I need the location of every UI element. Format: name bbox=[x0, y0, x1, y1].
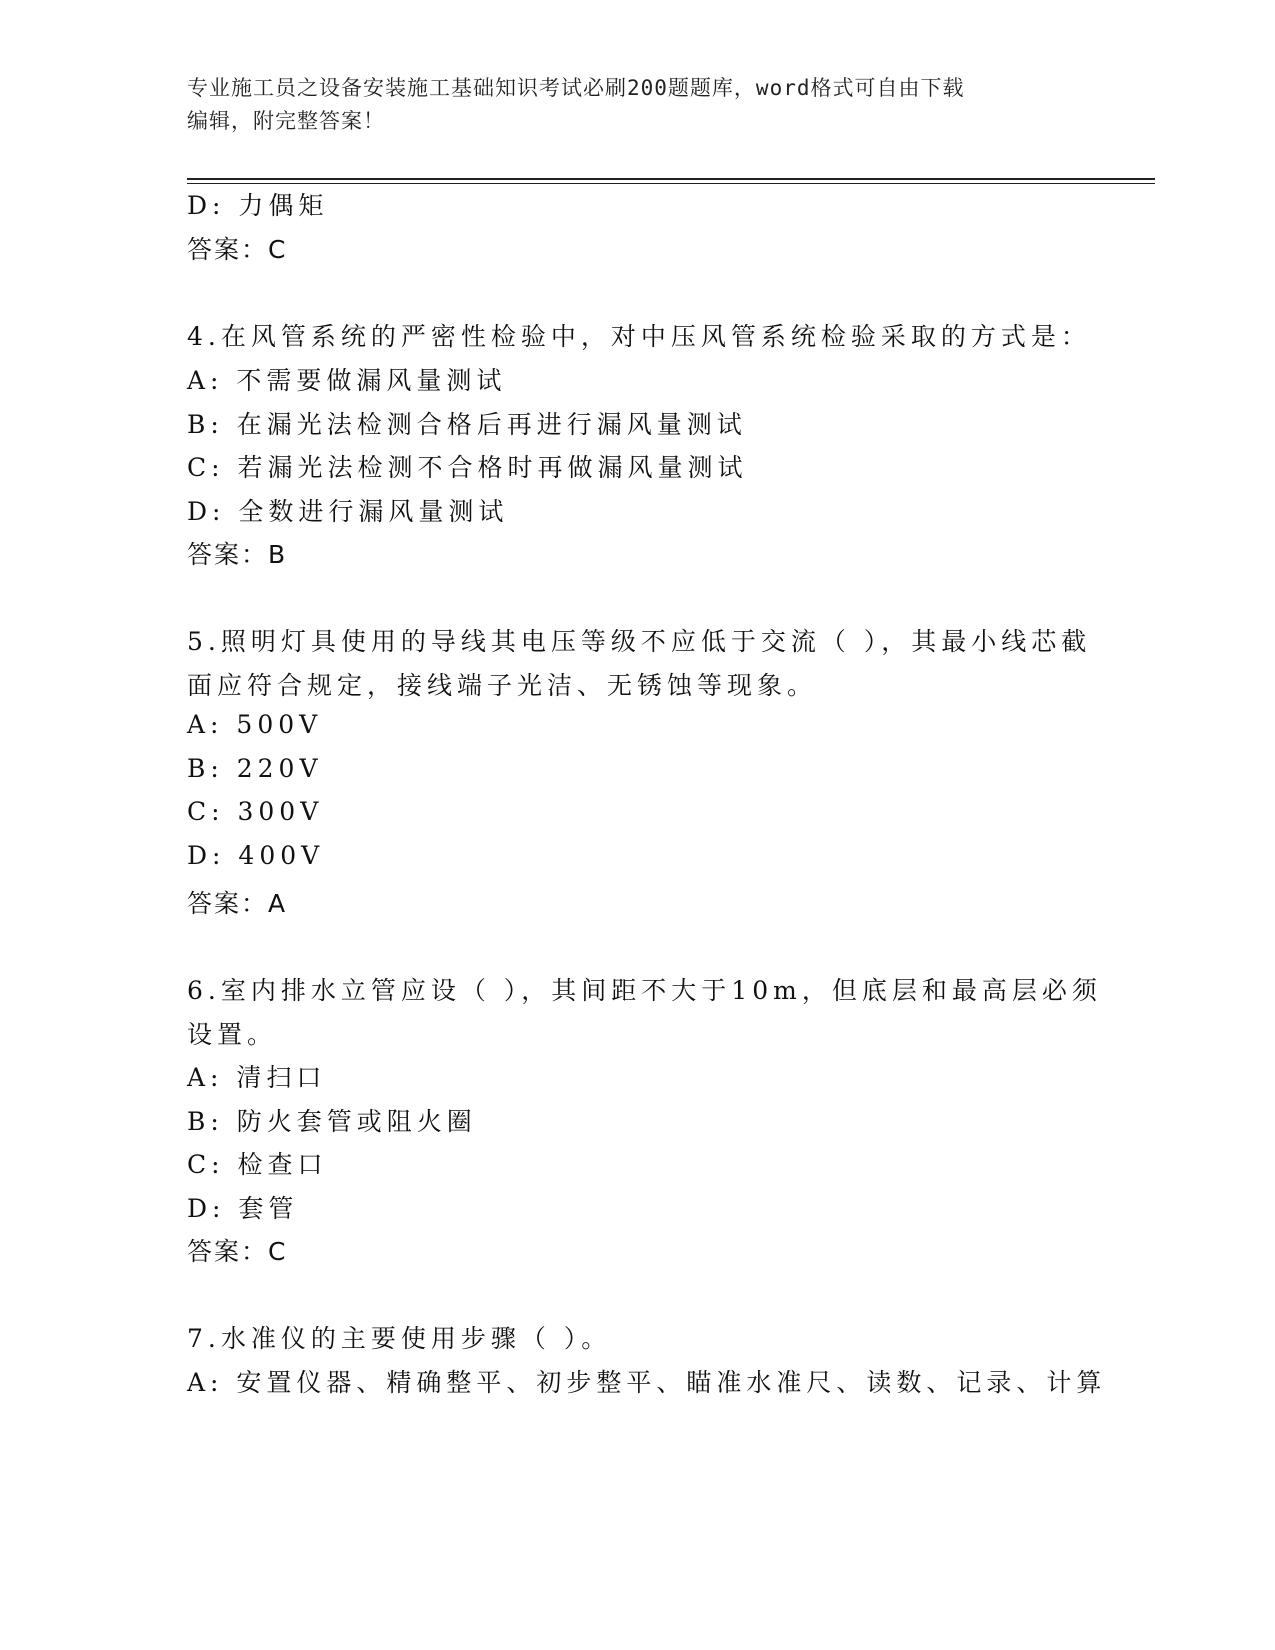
q5-stem-line-1: 5.照明灯具使用的导线其电压等级不应低于交流（ ），其最小线芯截 bbox=[187, 627, 1092, 656]
q7-option-a: A: 安置仪器、精确整平、初步整平、瞄准水准尺、读数、记录、计算 bbox=[187, 1368, 1107, 1397]
q4-answer: 答案：B bbox=[187, 540, 288, 569]
q6-option-d: D: 套管 bbox=[187, 1194, 299, 1223]
q4-stem: 4.在风管系统的严密性检验中，对中压风管系统检验采取的方式是： bbox=[187, 322, 1091, 351]
header-divider-thin bbox=[187, 183, 1155, 184]
q5-option-b: B: 220V bbox=[187, 754, 323, 783]
q4-option-b: B: 在漏光法检测合格后再进行漏风量测试 bbox=[187, 410, 747, 439]
header-line-2: 编辑，附完整答案！ bbox=[187, 109, 385, 133]
q6-answer: 答案：C bbox=[187, 1237, 288, 1266]
q6-stem-line-2: 设置。 bbox=[187, 1020, 278, 1049]
q5-answer: 答案：A bbox=[187, 889, 288, 918]
q6-stem-line-1: 6.室内排水立管应设（ ），其间距不大于10m，但底层和最高层必须 bbox=[187, 976, 1102, 1005]
q5-option-a: A: 500V bbox=[187, 710, 323, 739]
q7-stem: 7.水准仪的主要使用步骤（ ）。 bbox=[187, 1324, 612, 1353]
document-header bbox=[187, 72, 1067, 138]
header-line-1: 专业施工员之设备安装施工基础知识考试必刷200题题库，word格式可自由下载 bbox=[187, 76, 965, 100]
q5-stem-line-2: 面应符合规定，接线端子光洁、无锈蚀等现象。 bbox=[187, 671, 818, 700]
q6-option-b: B: 防火套管或阻火圈 bbox=[187, 1107, 477, 1136]
q3-option-d: D: 力偶矩 bbox=[187, 191, 329, 220]
q4-option-c: C: 若漏光法检测不合格时再做漏风量测试 bbox=[187, 453, 748, 482]
q5-option-d: D: 400V bbox=[187, 841, 325, 870]
q5-option-c: C: 300V bbox=[187, 797, 324, 826]
header-divider-thick bbox=[187, 178, 1155, 180]
q6-option-c: C: 检查口 bbox=[187, 1150, 328, 1179]
q3-answer: 答案：C bbox=[187, 235, 288, 264]
q4-option-a: A: 不需要做漏风量测试 bbox=[187, 366, 507, 395]
q6-option-a: A: 清扫口 bbox=[187, 1063, 327, 1092]
q4-option-d: D: 全数进行漏风量测试 bbox=[187, 497, 509, 526]
